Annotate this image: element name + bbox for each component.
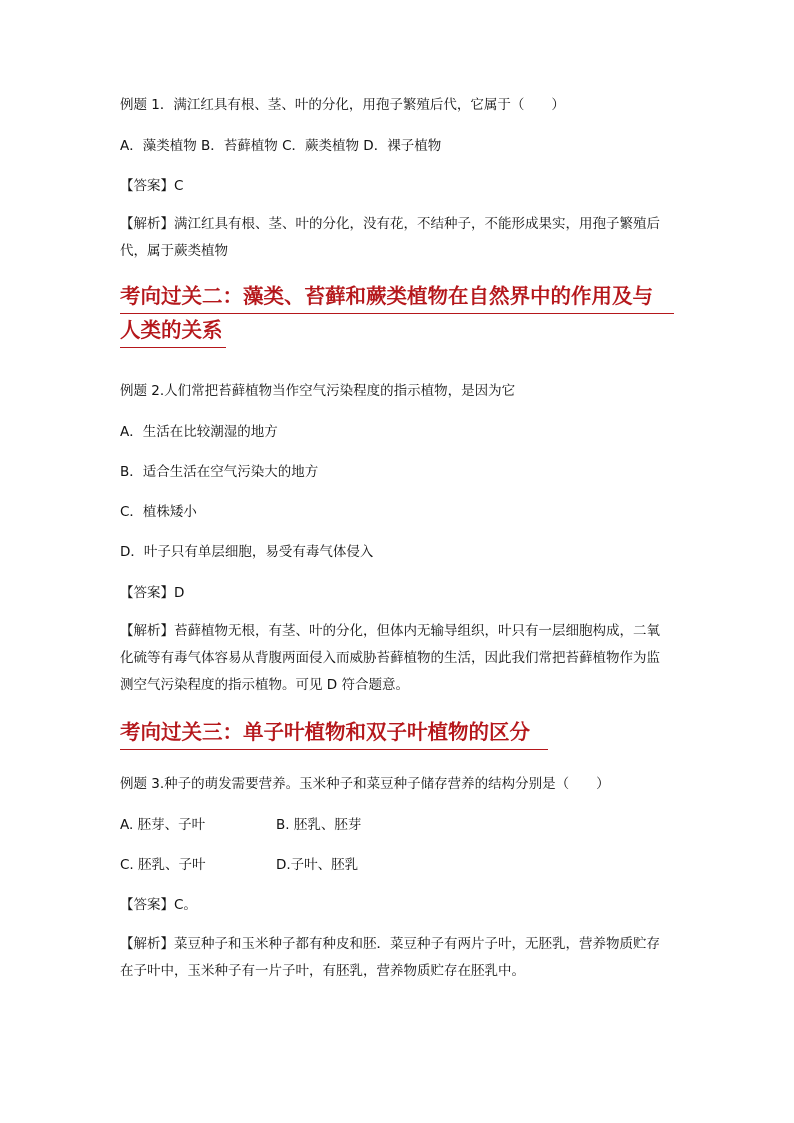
section3-heading-line: 考向过关三：单子叶植物和双子叶植物的区分 [120, 716, 548, 750]
example3-options-row2 [120, 855, 206, 875]
example2-option-a: A．生活在比较潮湿的地方 [120, 424, 278, 440]
example3-option-b: B. 胚乳、胚芽 [276, 817, 362, 833]
example1-options: A．藻类植物 B．苔藓植物 C．蕨类植物 D．裸子植物 [120, 138, 442, 154]
example2-option-d: D．叶子只有单层细胞，易受有毒气体侵入 [120, 544, 374, 560]
example2-answer: 【答案】D [120, 585, 185, 601]
example3-analysis-line: 在子叶中，玉米种子有一片子叶，有胚乳，营养物质贮存在胚乳中。 [120, 963, 525, 979]
example1-answer: 【答案】C [120, 178, 184, 194]
section2-heading-line: 人类的关系 [120, 314, 226, 348]
section3-heading [120, 716, 676, 750]
example2-analysis [120, 618, 676, 699]
example1-question: 例题 1．满江红具有根、茎、叶的分化，用孢子繁殖后代，它属于（ ） [120, 97, 565, 113]
example3-option-c: C. 胚乳、子叶 [120, 857, 206, 873]
example2-analysis-line: 化硫等有毒气体容易从背腹两面侵入而威胁苔藓植物的生活，因此我们常把苔藓植物作为监 [120, 650, 660, 666]
example2-analysis-line: 测空气污染程度的指示植物。可见 D 符合题意。 [120, 677, 409, 693]
example3-analysis-line: 【解析】菜豆种子和玉米种子都有种皮和胚．菜豆种子有两片子叶，无胚乳，营养物质贮存 [120, 936, 660, 952]
example3-option-a: A. 胚芽、子叶 [120, 817, 206, 833]
example2-analysis-line: 【解析】苔藓植物无根，有茎、叶的分化，但体内无输导组织，叶只有一层细胞构成，二氧 [120, 623, 660, 639]
section2-heading-line: 考向过关二：藻类、苔藓和蕨类植物在自然界中的作用及与 [120, 280, 674, 314]
example3-option-d: D.子叶、胚乳 [276, 857, 359, 873]
example1-analysis [120, 211, 676, 265]
example3-question: 例题 3.种子的萌发需要营养。玉米种子和菜豆种子储存营养的结构分别是（ ） [120, 776, 610, 792]
example2-question: 例题 2.人们常把苔藓植物当作空气污染程度的指示植物，是因为它 [120, 383, 516, 399]
example1-analysis-line: 【解析】满江红具有根、茎、叶的分化，没有花，不结种子，不能形成果实，用孢子繁殖后 [120, 216, 660, 232]
example3-options-row1 [120, 815, 205, 835]
example3-answer: 【答案】C。 [120, 897, 197, 913]
example2-option-b: B．适合生活在空气污染大的地方 [120, 464, 319, 480]
section2-heading [120, 280, 676, 348]
example2-option-c: C．植株矮小 [120, 504, 197, 520]
example1-analysis-line: 代，属于蕨类植物 [120, 243, 228, 259]
example3-analysis [120, 931, 676, 985]
